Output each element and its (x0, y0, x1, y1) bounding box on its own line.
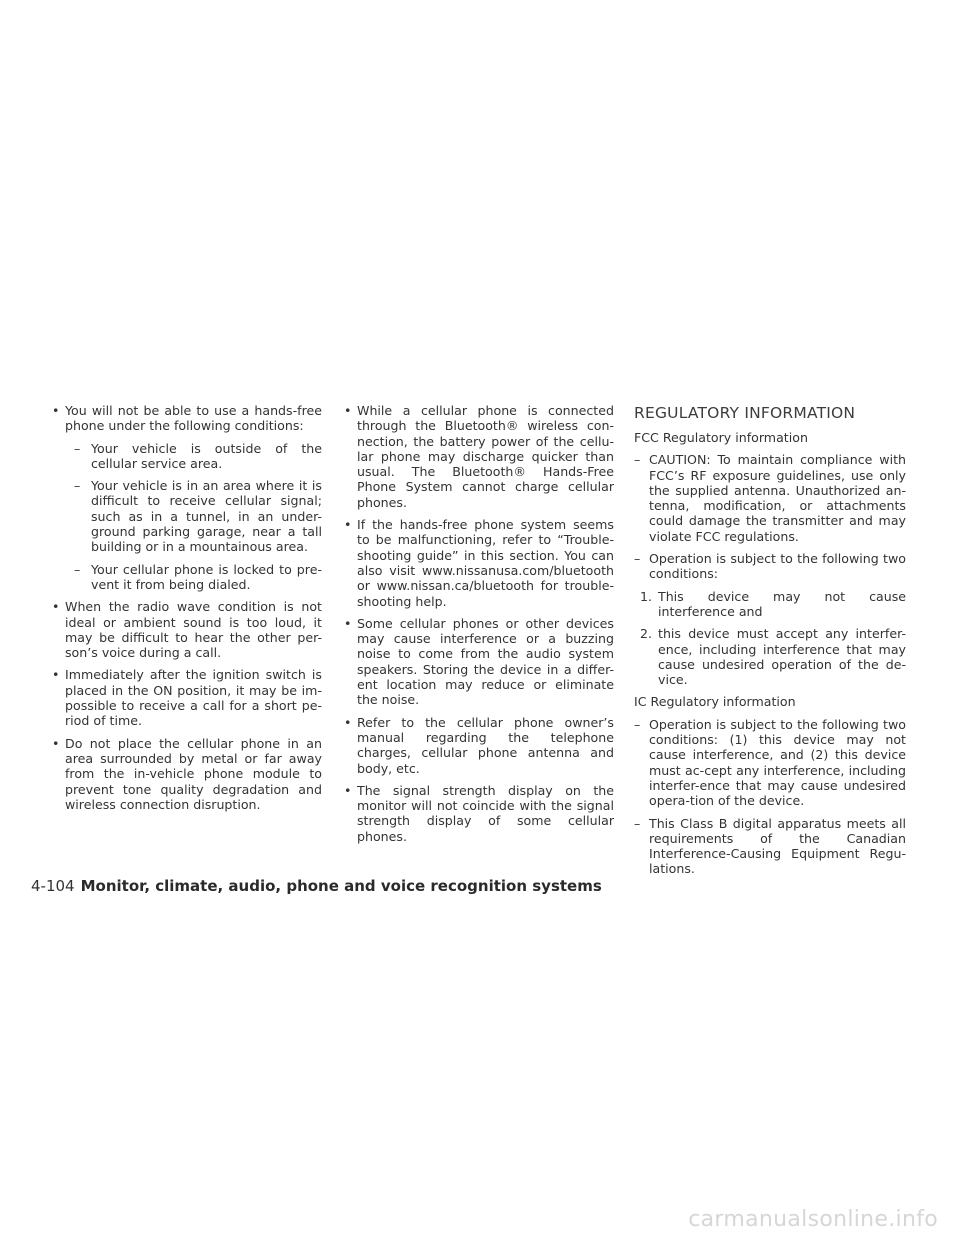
dash-item: – This Class B digital apparatus meets all requirements of the Canadian Interference-Causing Equipment Regu-lations. (634, 815, 906, 877)
dash-item: – CAUTION: To maintain compliance with FCC’s RF exposure guidelines, use only the supplied antenna. Unauthorized an-tenna, modification, or attachments could damage the transmitter and may violate FCC regulations. (634, 452, 906, 544)
column-middle (342, 403, 614, 851)
dash-marker: – (634, 815, 641, 831)
number-marker: 2. (640, 626, 653, 642)
bullet-marker: • (344, 714, 352, 730)
bullet-item: • Some cellular phones or other devices may cause interference or a buzzing noise to come from the audio system speakers. Storing the device in a differ-ent location may reduce or eliminate the noise. (344, 615, 614, 708)
bullet-item: • The signal strength display on the monitor will not coincide with the signal strength display of some cellular phones. (344, 782, 614, 844)
bullet-item: • When the radio wave condition is not ideal or ambient sound is too loud, it may be difficult to hear the other per-son’s voice during a call. (52, 599, 322, 661)
dash-marker: – (634, 716, 641, 732)
section-heading: REGULATORY INFORMATION (634, 404, 856, 422)
page-footer (31, 877, 602, 895)
ic-title: IC Regulatory information (634, 694, 796, 710)
bullet-item: • While a cellular phone is connected through the Bluetooth® wireless con-nection, the battery power of the cellu-lar phone may discharge quicker than usual. The Bluetooth® Hands-Free Phone System cannot charge cellular phones. (344, 403, 614, 510)
bullet-item: • Refer to the cellular phone owner’s manual regarding the telephone charges, cellular phone antenna and body, etc. (344, 714, 614, 776)
bullet-item: • Immediately after the ignition switch is placed in the ON position, it may be im-possible to receive a call for a short pe-riod of time. (52, 667, 322, 729)
bullet-marker: • (344, 782, 352, 798)
bullet-item: • You will not be able to use a hands-free phone under the following conditions: (52, 403, 322, 434)
column-left (50, 403, 322, 819)
bullet-item: • Do not place the cellular phone in an area surrounded by metal or far away from the in-vehicle phone module to prevent tone quality degradation and wireless connection disruption. (52, 735, 322, 812)
numbered-item: 1. This device may not cause interference and (640, 588, 906, 619)
watermark-text: carmanualsonline.info (688, 1207, 938, 1232)
bullet-marker: • (52, 403, 60, 418)
page-number: 4-104 (31, 877, 75, 895)
sub-dash-item: – Your vehicle is in an area where it is difficult to receive cellular signal; such as in a tunnel, in an under-ground parking garage, near a tall building or in a mountainous area. (74, 478, 322, 555)
bullet-marker: • (344, 403, 352, 418)
column-right (634, 403, 906, 884)
bullet-marker: • (52, 599, 60, 615)
sub-dash-item: – Your vehicle is outside of the cellular service area. (74, 440, 322, 471)
bullet-marker: • (52, 667, 60, 683)
dash-marker: – (634, 452, 641, 468)
dash-marker: – (634, 551, 641, 567)
bullet-item: • If the hands-free phone system seems to be malfunctioning, refer to “Trouble-shooting guide” in this section. You can also visit www.nissanusa.com/bluetooth or www.nissan.ca/bluetooth for trouble-shooting help. (344, 517, 614, 609)
bullet-marker: • (344, 517, 352, 533)
dash-marker: – (74, 478, 81, 494)
chapter-title: Monitor, climate, audio, phone and voice recognition systems (80, 877, 602, 895)
numbered-item: 2. this device must accept any interfer-ence, including interference that may cause undesired operation of the de-vice. (640, 626, 906, 688)
number-marker: 1. (640, 588, 653, 604)
dash-item: – Operation is subject to the following two conditions: (1) this device may not cause interference, and (2) this device must ac-cept any interference, including interfer-ence that may cause undesired opera-tion of the device. (634, 716, 906, 809)
sub-dash-item: – Your cellular phone is locked to pre-vent it from being dialed. (74, 561, 322, 592)
dash-marker: – (74, 440, 81, 456)
bullet-marker: • (344, 615, 352, 631)
dash-marker: – (74, 561, 81, 577)
dash-item: – Operation is subject to the following two conditions: (634, 551, 906, 582)
fcc-title: FCC Regulatory information (634, 430, 808, 445)
bullet-marker: • (52, 735, 60, 751)
